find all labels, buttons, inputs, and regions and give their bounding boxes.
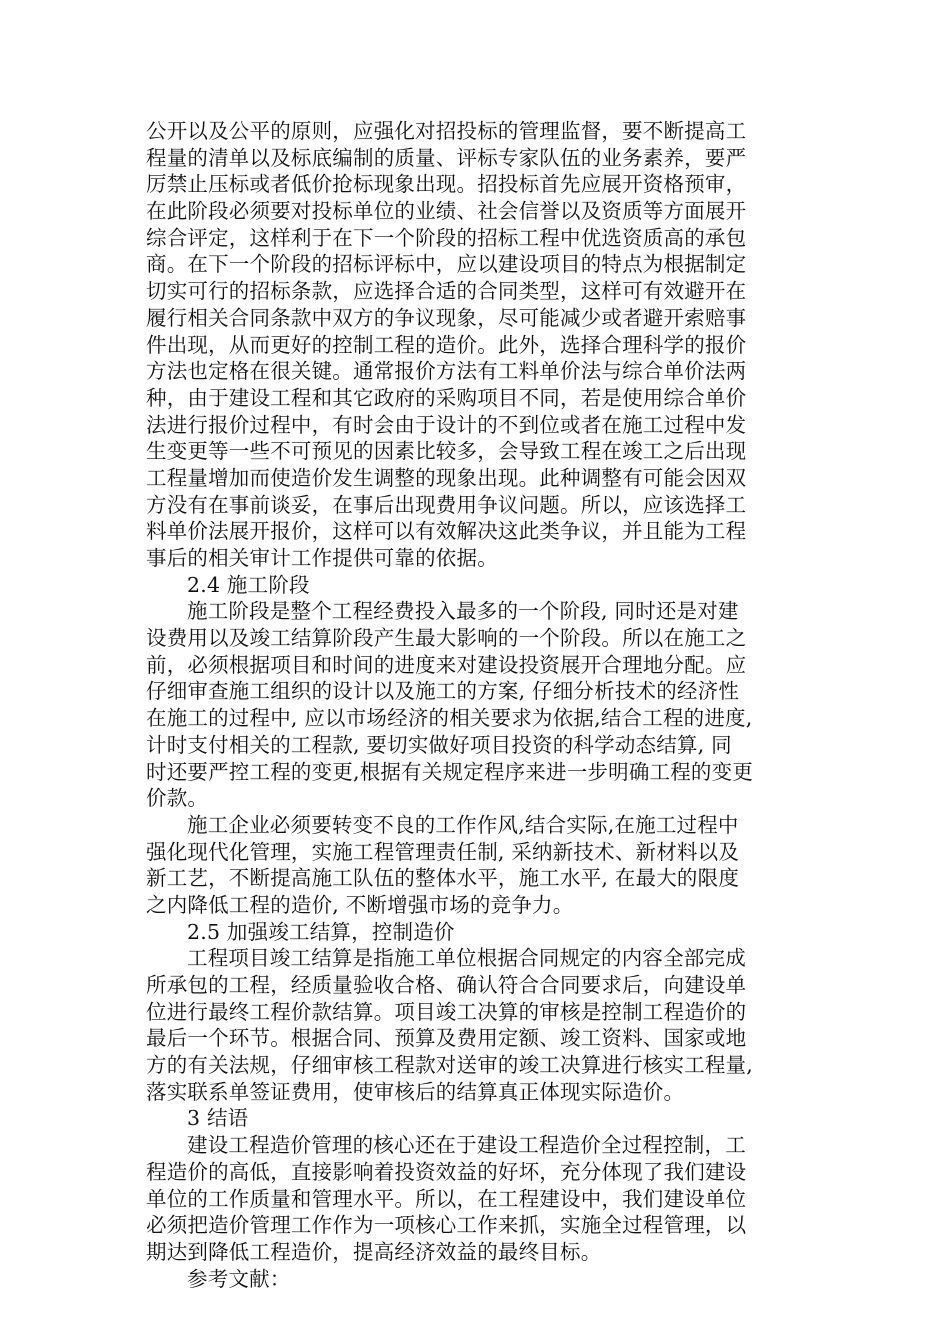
text-line: 设费用以及竣工结算阶段产生最大影响的一个阶段。所以在施工之 [146, 626, 747, 651]
text-line: 在施工的过程中, 应以市场经济的相关要求为依据,结合工程的进度, [146, 706, 753, 731]
text-line: 厉禁止压标或者低价抢标现象出现。招投标首先应展开资格预审， [146, 172, 747, 197]
text-line: 期达到降低工程造价，提高经济效益的最终目标。 [146, 1239, 602, 1264]
text-line: 法进行报价过程中，有时会由于设计的不到位或者在施工过程中发 [146, 412, 747, 437]
text-line: 所承包的工程，经质量验收合格、确认符合合同要求后，向建设单 [146, 973, 747, 997]
text-line: 强化现代化管理，实施工程管理责任制, 采纳新技术、新材料以及 [146, 839, 740, 864]
text-line: 工程项目竣工结算是指施工单位根据合同规定的内容全部完成 [187, 946, 746, 971]
text-line: 新工艺，不断提高施工队伍的整体水平，施工水平, 在最大的限度 [146, 866, 740, 891]
text-line: 参考文献： [187, 1266, 291, 1291]
text-line: 综合评定，这样利于在下一个阶段的招标工程中优选资质高的承包 [146, 225, 747, 250]
text-line: 施工阶段是整个工程经费投入最多的一个阶段, 同时还是对建 [187, 599, 739, 624]
text-line: 种，由于建设工程和其它政府的采购项目不同，若是使用综合单价 [146, 385, 747, 410]
text-line: 建设工程造价管理的核心还在于建设工程造价全过程控制，工 [187, 1133, 746, 1158]
text-line: 程造价的高低，直接影响着投资效益的好坏，充分体现了我们建设 [146, 1159, 747, 1184]
text-line: 料单价法展开报价，这样可以有效解决这此类争议，并且能为工程 [146, 519, 747, 544]
text-line: 程量的清单以及标底编制的质量、评标专家队伍的业务素养，要严 [146, 145, 747, 170]
text-line: 方的有关法规，仔细审核工程款对送审的竣工决算进行核实工程量, [146, 1053, 754, 1078]
text-line: 单位的工作质量和管理水平。所以，在工程建设中，我们建设单位 [146, 1186, 747, 1211]
text-line: 方没有在事前谈妥，在事后出现费用争议问题。所以，应该选择工 [146, 492, 747, 517]
text-line: 仔细审查施工组织的设计以及施工的方案, 仔细分析技术的经济性 [146, 679, 740, 704]
text-line: 价款。 [146, 786, 209, 811]
text-line: 施工企业必须要转变不良的工作作风,结合实际,在施工过程中 [187, 812, 739, 837]
text-line: 工程量增加而使造价发生调整的现象出现。此种调整有可能会因双 [146, 465, 747, 490]
text-line: 履行相关合同条款中双方的争议现象，尽可能减少或者避开索赔事 [146, 305, 747, 330]
text-line: 在此阶段必须要对投标单位的业绩、社会信誉以及资质等方面展开 [146, 199, 747, 224]
text-line: 位进行最终工程价款结算。项目竣工决算的审核是控制工程造价的 [146, 999, 747, 1024]
text-line: 切实可行的招标条款，应选择合适的合同类型，这样可有效避开在 [146, 279, 747, 304]
text-line: 生变更等一些不可预见的因素比较多，会导致工程在竣工之后出现 [146, 439, 747, 464]
text-line: 必须把造价管理工作作为一项核心工作来抓，实施全过程管理，以 [146, 1213, 747, 1238]
text-line: 前，必须根据项目和时间的进度来对建设投资展开合理地分配。应 [146, 652, 747, 677]
text-line: 方法也定格在很关键。通常报价方法有工料单价法与综合单价法两 [146, 359, 747, 384]
text-line: 公开以及公平的原则，应强化对招投标的管理监督，要不断提高工 [146, 119, 747, 143]
text-line: 2.5 加强竣工结算，控制造价 [187, 919, 455, 944]
text-line: 之内降低工程的造价, 不断增强市场的竞争力。 [146, 892, 574, 917]
text-line: 时还要严控工程的变更,根据有关规定程序来进一步明确工程的变更 [146, 759, 754, 784]
document-body [146, 118, 818, 1292]
text-line: 落实联系单签证费用，使审核后的结算真正体现实际造价。 [146, 1079, 685, 1104]
text-line: 最后一个环节。根据合同、预算及费用定额、竣工资料、国家或地 [146, 1026, 747, 1051]
text-line: 商。在下一个阶段的招标评标中，应以建设项目的特点为根据制定 [146, 252, 747, 277]
text-line: 计时支付相关的工程款, 要切实做好项目投资的科学动态结算, 同 [146, 732, 732, 757]
text-line: 2.4 施工阶段 [187, 572, 310, 597]
text-line: 3 结语 [187, 1106, 249, 1131]
text-line: 件出现，从而更好的控制工程的造价。此外，选择合理科学的报价 [146, 332, 747, 357]
text-line: 事后的相关审计工作提供可靠的依据。 [146, 546, 498, 570]
